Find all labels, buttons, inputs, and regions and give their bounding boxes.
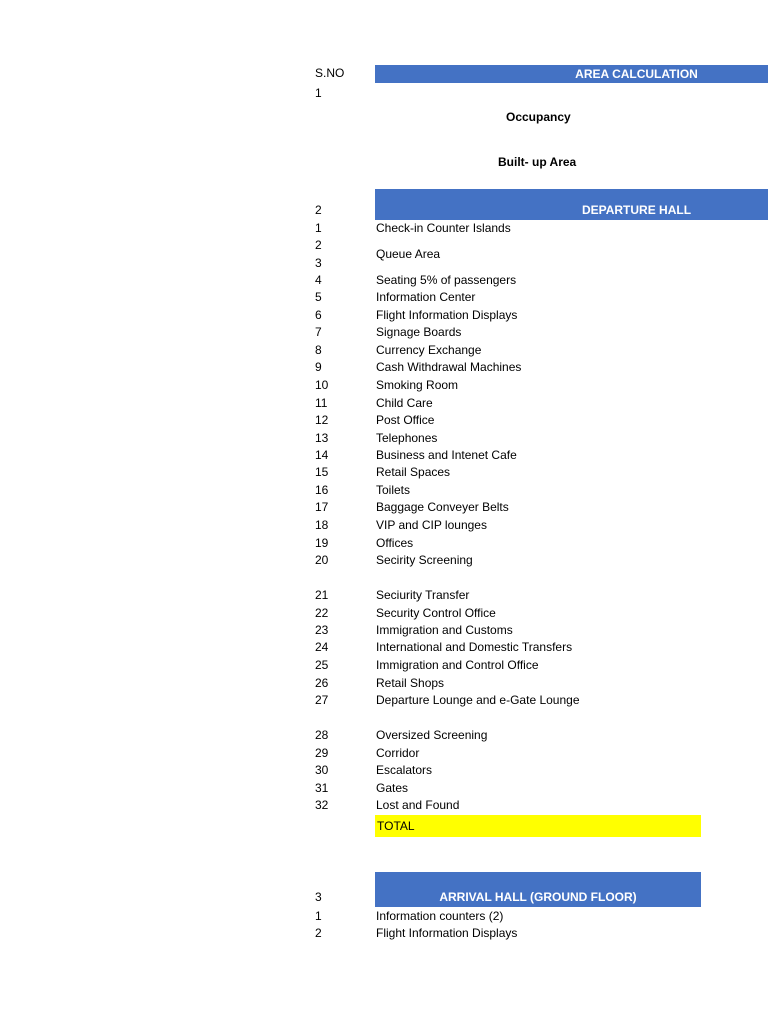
table-row-number: 27	[315, 693, 329, 707]
table-row-number: 26	[315, 676, 329, 690]
occupancy-label: Occupancy	[506, 110, 571, 124]
table-row-label: Child Care	[376, 396, 433, 410]
table-row-number: 13	[315, 431, 329, 445]
table-row-number: 10	[315, 378, 329, 392]
table-row-label: Immigration and Customs	[376, 623, 513, 637]
table-row-number: 17	[315, 500, 329, 514]
sno-header: S.NO	[315, 66, 345, 80]
table-row-number: 1	[315, 909, 322, 923]
table-row-label: Corridor	[376, 746, 420, 760]
table-row-number: 1	[315, 221, 322, 235]
table-row-label: Escalators	[376, 763, 433, 777]
table-row-number: 25	[315, 658, 329, 672]
table-row-label: Telephones	[376, 431, 438, 445]
table-row-number: 18	[315, 518, 329, 532]
area-calculation-header	[375, 65, 768, 83]
departure-total-row	[375, 815, 701, 837]
table-row-number: 6	[315, 308, 322, 322]
table-row-number: 23	[315, 623, 329, 637]
table-row-label: Information counters (2)	[376, 909, 504, 923]
table-row-number: 16	[315, 483, 329, 497]
table-row-label: Cash Withdrawal Machines	[376, 360, 522, 374]
table-row-label: VIP and CIP lounges	[376, 518, 487, 532]
arrival-hall-header	[375, 872, 701, 907]
departure-hall-header	[375, 189, 768, 220]
table-row-number: 29	[315, 746, 329, 760]
table-row-number: 19	[315, 536, 329, 550]
table-row-number: 14	[315, 448, 329, 462]
table-row-label: Flight Information Displays	[376, 308, 518, 322]
table-row-label: Smoking Room	[376, 378, 459, 392]
table-row-label: Retail Shops	[376, 676, 445, 690]
total-label: TOTAL	[377, 819, 415, 833]
builtup-area-label: Built- up Area	[498, 155, 577, 169]
table-row-label: Immigration and Control Office	[376, 658, 539, 672]
table-row-number: 21	[315, 588, 329, 602]
table-row-number: 12	[315, 413, 329, 427]
table-row-number: 32	[315, 798, 329, 812]
table-row-label: Seciurity Transfer	[376, 588, 470, 602]
table-row-number: 22	[315, 606, 329, 620]
table-row-label: Gates	[376, 781, 409, 795]
table-row-label: Check-in Counter Islands	[376, 221, 511, 235]
table-row-label: Business and Intenet Cafe	[376, 448, 517, 462]
table-row-number: 31	[315, 781, 329, 795]
table-row-label: Departure Lounge and e-Gate Lounge	[376, 693, 580, 707]
table-row-number: 24	[315, 640, 329, 654]
table-row-number: 20	[315, 553, 329, 567]
table-row-label: Currency Exchange	[376, 343, 482, 357]
table-row-number: 2	[315, 926, 322, 940]
table-row-label: Post Office	[376, 413, 435, 427]
table-row-label: Retail Spaces	[376, 465, 451, 479]
table-row-label: Flight Information Displays	[376, 926, 518, 940]
table-row-label: Toilets	[376, 483, 411, 497]
table-row-number: 7	[315, 325, 322, 339]
table-row-number: 15	[315, 465, 329, 479]
table-row-number: 8	[315, 343, 322, 357]
departure-hall-title: DEPARTURE HALL	[581, 203, 692, 217]
section-2-number: 2	[315, 203, 322, 217]
table-row-number: 4	[315, 273, 322, 287]
table-row-label: Signage Boards	[376, 325, 462, 339]
section-1-number: 1	[315, 86, 322, 100]
table-row-number: 28	[315, 728, 329, 742]
table-row-label: International and Domestic Transfers	[376, 640, 573, 654]
table-row-number: 5	[315, 290, 322, 304]
table-row-label: Seating 5% of passengers	[376, 273, 517, 287]
arrival-hall-title: ARRIVAL HALL (GROUND FLOOR)	[439, 890, 637, 904]
table-row-number: 9	[315, 360, 322, 374]
table-row-number: 3	[315, 256, 322, 270]
table-row-label: Offices	[376, 536, 414, 550]
table-row-number: 30	[315, 763, 329, 777]
table-row-number: 2	[315, 238, 322, 252]
table-row-label: Queue Area	[376, 247, 441, 261]
table-row-label: Lost and Found	[376, 798, 460, 812]
table-row-label: Information Center	[376, 290, 476, 304]
area-calculation-label: AREA CALCULATION	[575, 67, 698, 81]
table-row-label: Security Control Office	[376, 606, 496, 620]
table-row-label: Secirity Screening	[376, 553, 473, 567]
table-row-number: 11	[315, 396, 328, 410]
section-3-number: 3	[315, 890, 322, 904]
table-row-label: Baggage Conveyer Belts	[376, 500, 509, 514]
table-row-label: Oversized Screening	[376, 728, 488, 742]
